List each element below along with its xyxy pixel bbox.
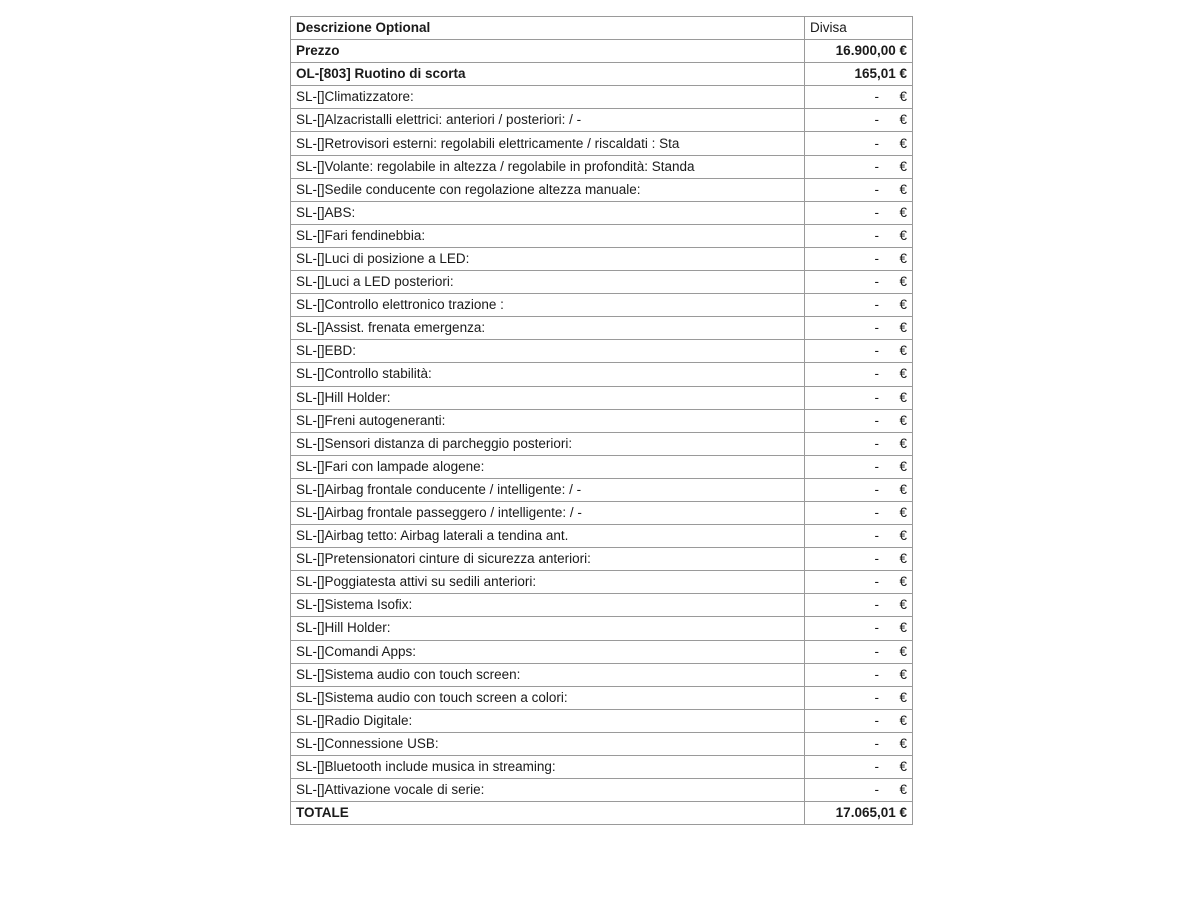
table-row (291, 640, 913, 663)
table-row (291, 224, 913, 247)
item-value (805, 432, 913, 455)
item-description: SL-[]Airbag tetto: Airbag laterali a tendina ant. (291, 525, 805, 548)
price-value: 16.900,00 € (805, 40, 913, 63)
item-value (805, 363, 913, 386)
item-currency-symbol: € (899, 643, 907, 659)
item-value-content (805, 664, 907, 686)
table-row (291, 86, 913, 109)
currency-column-header: Divisa (805, 17, 913, 40)
item-currency-symbol: € (899, 204, 907, 220)
item-amount-dash: - (874, 158, 879, 174)
item-description: SL-[]Hill Holder: (291, 617, 805, 640)
item-currency-symbol: € (899, 458, 907, 474)
table-row (291, 363, 913, 386)
item-currency-symbol: € (899, 666, 907, 682)
item-amount-dash: - (874, 181, 879, 197)
item-currency-symbol: € (899, 297, 907, 313)
item-amount-dash: - (874, 643, 879, 659)
item-value-content (805, 202, 907, 224)
item-description: SL-[]Fari con lampade alogene: (291, 455, 805, 478)
table-row (291, 317, 913, 340)
item-description: SL-[]Alzacristalli elettrici: anteriori / posteriori: / - (291, 109, 805, 132)
item-value (805, 779, 913, 802)
item-description: SL-[]Airbag frontale conducente / intelligente: / - (291, 478, 805, 501)
item-value (805, 178, 913, 201)
item-description: SL-[]Radio Digitale: (291, 709, 805, 732)
table-row (291, 132, 913, 155)
item-description: SL-[]Sistema Isofix: (291, 594, 805, 617)
item-amount-dash: - (874, 112, 879, 128)
table-row (291, 548, 913, 571)
item-currency-symbol: € (899, 505, 907, 521)
item-value-content (805, 109, 907, 131)
item-amount-dash: - (874, 435, 879, 451)
item-description: SL-[]Airbag frontale passeggero / intelligente: / - (291, 501, 805, 524)
item-amount-dash: - (874, 735, 879, 751)
item-value-content (805, 617, 907, 639)
item-description: SL-[]Sistema audio con touch screen: (291, 663, 805, 686)
item-value (805, 571, 913, 594)
item-amount-dash: - (874, 89, 879, 105)
item-amount-dash: - (874, 574, 879, 590)
item-currency-symbol: € (899, 366, 907, 382)
item-amount-dash: - (874, 250, 879, 266)
table-row (291, 155, 913, 178)
item-value (805, 617, 913, 640)
item-description: SL-[]Retrovisori esterni: regolabili elettricamente / riscaldati : Sta (291, 132, 805, 155)
item-description: SL-[]Volante: regolabile in altezza / regolabile in profondità: Standa (291, 155, 805, 178)
item-value-content (805, 294, 907, 316)
item-description: SL-[]Climatizzatore: (291, 86, 805, 109)
item-value (805, 340, 913, 363)
item-description: SL-[]Sedile conducente con regolazione altezza manuale: (291, 178, 805, 201)
item-value-content (805, 179, 907, 201)
table-row (291, 478, 913, 501)
table-row (291, 271, 913, 294)
item-description: SL-[]Luci di posizione a LED: (291, 247, 805, 270)
item-amount-dash: - (874, 689, 879, 705)
table-row (291, 201, 913, 224)
item-currency-symbol: € (899, 343, 907, 359)
item-currency-symbol: € (899, 597, 907, 613)
item-value (805, 686, 913, 709)
item-amount-dash: - (874, 343, 879, 359)
item-description: SL-[]Controllo stabilità: (291, 363, 805, 386)
header-row (291, 17, 913, 40)
item-amount-dash: - (874, 458, 879, 474)
item-value (805, 756, 913, 779)
item-description: SL-[]Luci a LED posteriori: (291, 271, 805, 294)
item-value (805, 548, 913, 571)
table-row (291, 409, 913, 432)
item-value-content (805, 756, 907, 778)
table-row (291, 432, 913, 455)
item-description: SL-[]Pretensionatori cinture di sicurezza anteriori: (291, 548, 805, 571)
item-value (805, 640, 913, 663)
item-value-content (805, 779, 907, 801)
item-amount-dash: - (874, 412, 879, 428)
item-currency-symbol: € (899, 227, 907, 243)
price-row (291, 40, 913, 63)
item-value-content (805, 733, 907, 755)
item-amount-dash: - (874, 297, 879, 313)
item-currency-symbol: € (899, 481, 907, 497)
item-amount-dash: - (874, 389, 879, 405)
item-description: SL-[]Comandi Apps: (291, 640, 805, 663)
table-row (291, 686, 913, 709)
description-column-header: Descrizione Optional (291, 17, 805, 40)
item-value-content (805, 479, 907, 501)
item-value-content (805, 710, 907, 732)
item-amount-dash: - (874, 782, 879, 798)
item-value-content (805, 548, 907, 570)
item-currency-symbol: € (899, 89, 907, 105)
item-value (805, 525, 913, 548)
item-description: SL-[]Sistema audio con touch screen a colori: (291, 686, 805, 709)
item-description: SL-[]Hill Holder: (291, 386, 805, 409)
item-value (805, 132, 913, 155)
item-description: SL-[]Freni autogeneranti: (291, 409, 805, 432)
table-row (291, 340, 913, 363)
table-row (291, 779, 913, 802)
item-currency-symbol: € (899, 274, 907, 290)
item-value-content (805, 133, 907, 155)
item-currency-symbol: € (899, 620, 907, 636)
item-value-content (805, 571, 907, 593)
item-description: SL-[]Connessione USB: (291, 732, 805, 755)
table-row (291, 756, 913, 779)
item-currency-symbol: € (899, 320, 907, 336)
table-row (291, 501, 913, 524)
item-value-content (805, 248, 907, 270)
item-amount-dash: - (874, 135, 879, 151)
item-value (805, 271, 913, 294)
item-amount-dash: - (874, 505, 879, 521)
table-row (291, 178, 913, 201)
item-amount-dash: - (874, 320, 879, 336)
item-value-content (805, 86, 907, 108)
item-currency-symbol: € (899, 389, 907, 405)
item-value-content (805, 456, 907, 478)
item-currency-symbol: € (899, 412, 907, 428)
item-value (805, 709, 913, 732)
item-amount-dash: - (874, 204, 879, 220)
item-description: SL-[]Bluetooth include musica in streaming: (291, 756, 805, 779)
table-row (291, 294, 913, 317)
item-amount-dash: - (874, 666, 879, 682)
item-value (805, 201, 913, 224)
item-amount-dash: - (874, 620, 879, 636)
item-value-content (805, 410, 907, 432)
item-value (805, 594, 913, 617)
table-row (291, 571, 913, 594)
item-currency-symbol: € (899, 112, 907, 128)
item-value-content (805, 502, 907, 524)
item-value (805, 86, 913, 109)
item-value (805, 317, 913, 340)
table-row (291, 525, 913, 548)
optional-table (290, 16, 913, 825)
item-value-content (805, 156, 907, 178)
item-value-content (805, 317, 907, 339)
item-amount-dash: - (874, 712, 879, 728)
item-value-content (805, 271, 907, 293)
item-currency-symbol: € (899, 782, 907, 798)
item-value (805, 109, 913, 132)
item-value (805, 501, 913, 524)
item-value (805, 247, 913, 270)
table-row (291, 709, 913, 732)
item-currency-symbol: € (899, 689, 907, 705)
table-row (291, 386, 913, 409)
total-row (291, 802, 913, 825)
item-value-content (805, 641, 907, 663)
item-value (805, 409, 913, 432)
item-value (805, 478, 913, 501)
item-value (805, 386, 913, 409)
table-body (291, 17, 913, 825)
item-description: SL-[]Fari fendinebbia: (291, 224, 805, 247)
table-row (291, 617, 913, 640)
option-label: OL-[803] Ruotino di scorta (291, 63, 805, 86)
item-currency-symbol: € (899, 574, 907, 590)
option-row (291, 63, 913, 86)
item-value-content (805, 225, 907, 247)
item-description: SL-[]Sensori distanza di parcheggio posteriori: (291, 432, 805, 455)
total-label: TOTALE (291, 802, 805, 825)
item-currency-symbol: € (899, 551, 907, 567)
table-row (291, 109, 913, 132)
item-value (805, 732, 913, 755)
item-value-content (805, 433, 907, 455)
table-row (291, 455, 913, 478)
item-value (805, 455, 913, 478)
item-currency-symbol: € (899, 135, 907, 151)
item-value-content (805, 594, 907, 616)
table-row (291, 732, 913, 755)
item-description: SL-[]ABS: (291, 201, 805, 224)
item-value-content (805, 687, 907, 709)
item-description: SL-[]Controllo elettronico trazione : (291, 294, 805, 317)
item-value-content (805, 363, 907, 385)
item-value-content (805, 387, 907, 409)
item-amount-dash: - (874, 481, 879, 497)
item-value-content (805, 525, 907, 547)
item-currency-symbol: € (899, 712, 907, 728)
item-amount-dash: - (874, 551, 879, 567)
item-amount-dash: - (874, 227, 879, 243)
item-value (805, 224, 913, 247)
item-currency-symbol: € (899, 528, 907, 544)
item-value-content (805, 340, 907, 362)
item-value (805, 294, 913, 317)
item-amount-dash: - (874, 759, 879, 775)
item-description: SL-[]EBD: (291, 340, 805, 363)
item-currency-symbol: € (899, 759, 907, 775)
item-amount-dash: - (874, 274, 879, 290)
item-value (805, 663, 913, 686)
item-amount-dash: - (874, 597, 879, 613)
item-currency-symbol: € (899, 158, 907, 174)
item-description: SL-[]Assist. frenata emergenza: (291, 317, 805, 340)
item-currency-symbol: € (899, 735, 907, 751)
option-value: 165,01 € (805, 63, 913, 86)
item-currency-symbol: € (899, 435, 907, 451)
total-value: 17.065,01 € (805, 802, 913, 825)
optional-price-sheet (290, 16, 912, 825)
item-amount-dash: - (874, 366, 879, 382)
table-row (291, 663, 913, 686)
table-row (291, 247, 913, 270)
item-currency-symbol: € (899, 181, 907, 197)
price-label: Prezzo (291, 40, 805, 63)
item-value (805, 155, 913, 178)
item-currency-symbol: € (899, 250, 907, 266)
item-description: SL-[]Attivazione vocale di serie: (291, 779, 805, 802)
table-row (291, 594, 913, 617)
item-description: SL-[]Poggiatesta attivi su sedili anteriori: (291, 571, 805, 594)
item-amount-dash: - (874, 528, 879, 544)
